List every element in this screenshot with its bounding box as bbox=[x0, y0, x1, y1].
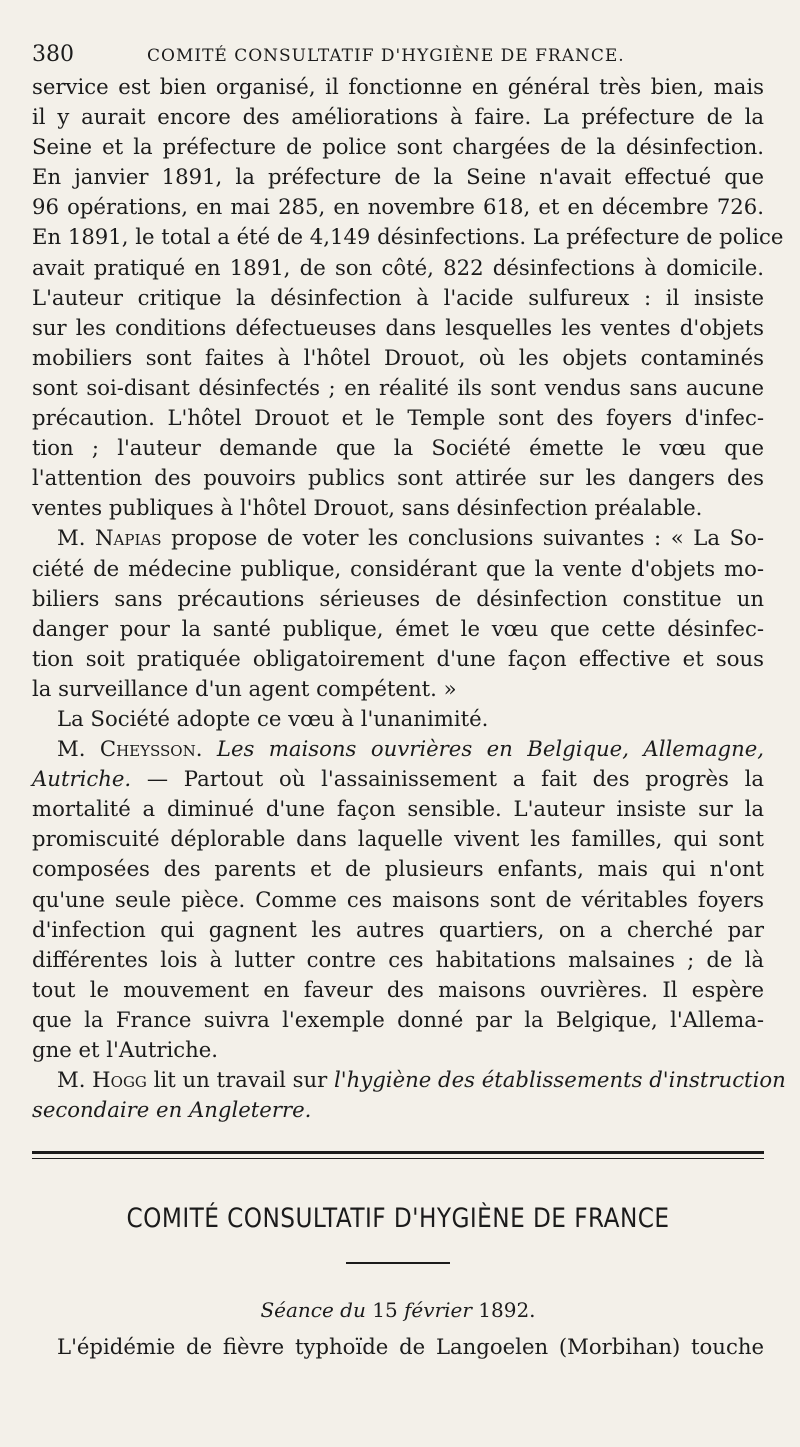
text-line: tion ; l'auteur demande que la Société émette le vœu que bbox=[32, 435, 764, 461]
running-head bbox=[32, 38, 764, 72]
page-number: 380 bbox=[32, 42, 74, 67]
text-line: composées des parents et de plusieurs enfants, mais qui n'ont bbox=[32, 856, 764, 882]
text-line: différentes lois à lutter contre ces habitations malsaines ; de là bbox=[32, 946, 764, 972]
text-line: En 1891, le total a été de 4,149 désinfections. La préfecture de police bbox=[32, 224, 784, 250]
paragraph-napias bbox=[32, 523, 764, 704]
paragraph-adoption bbox=[32, 704, 764, 734]
text-line: mortalité a diminué d'une façon sensible. L'auteur insiste sur la bbox=[32, 796, 764, 822]
speaker-name: M. Napias bbox=[57, 525, 162, 551]
text-line: La Société adopte ce vœu à l'unanimité. bbox=[57, 705, 489, 731]
text-line: L'auteur critique la désinfection à l'acide sulfureux : il insiste bbox=[32, 284, 764, 310]
text-line bbox=[32, 523, 764, 553]
session-date bbox=[32, 1298, 764, 1322]
session-day: 15 bbox=[372, 1298, 398, 1323]
text-line: qu'une seule pièce. Comme ces maisons sont de véritables foyers bbox=[32, 886, 764, 912]
text-line: il y aurait encore des améliorations à faire. La préfecture de la bbox=[32, 104, 764, 130]
body-text bbox=[32, 72, 786, 1125]
paragraph-disinfection-report bbox=[32, 72, 784, 523]
text-line bbox=[32, 734, 764, 764]
text-line: Seine et la préfecture de police sont chargées de la désinfection. bbox=[32, 134, 764, 160]
divider-thin-rule bbox=[32, 1158, 764, 1159]
text-line: En janvier 1891, la préfecture de la Seine n'avait effectué que bbox=[32, 164, 764, 190]
text-line: sont soi-disant désinfectés ; en réalité ils sont vendus sans aucune bbox=[32, 374, 764, 400]
text-line: ventes publiques à l'hôtel Drouot, sans désinfection préalable. bbox=[32, 495, 703, 521]
work-title: Autriche. bbox=[32, 766, 132, 792]
page bbox=[32, 38, 786, 1438]
text-line bbox=[32, 764, 764, 794]
text-line: l'attention des pouvoirs publics sont attirée sur les dangers des bbox=[32, 465, 764, 491]
divider-thick-rule bbox=[32, 1151, 764, 1154]
work-title: Les maisons ouvrières en Belgique, Allemagne, bbox=[202, 736, 764, 762]
text-line: d'infection qui gagnent les autres quartiers, on a cherché par bbox=[32, 916, 764, 942]
text-line: L'épidémie de fièvre typhoïde de Langoelen (Morbihan) touche bbox=[57, 1334, 764, 1360]
text-line: tion soit pratiquée obligatoirement d'une façon effective et sous bbox=[32, 645, 764, 671]
text-line: ciété de médecine publique, considérant que la vente d'objets mo- bbox=[32, 555, 764, 581]
text-fragment: — Partout où l'assainissement a fait des progrès la bbox=[131, 766, 764, 792]
text-line bbox=[32, 1065, 786, 1095]
text-line bbox=[32, 1095, 764, 1125]
work-title: l'hygiène des établissements d'instruction bbox=[334, 1067, 786, 1093]
text-line: 96 opérations, en mai 285, en novembre 618, et en décembre 726. bbox=[32, 194, 764, 220]
running-title: COMITÉ CONSULTATIF D'HYGIÈNE DE FRANCE. bbox=[147, 46, 625, 66]
text-line: tout le mouvement en faveur des maisons ouvrières. Il espère bbox=[32, 976, 764, 1002]
text-fragment: lit un travail sur bbox=[146, 1067, 335, 1093]
speaker-name: M. Cheysson. bbox=[57, 736, 203, 762]
section-divider bbox=[32, 1151, 764, 1159]
work-title: secondaire en Angleterre. bbox=[32, 1097, 312, 1123]
title-underline-rule bbox=[346, 1262, 450, 1264]
text-line: service est bien organisé, il fonctionne en général très bien, mais bbox=[32, 74, 764, 99]
text-line: précaution. L'hôtel Drouot et le Temple sont des foyers d'infec- bbox=[32, 405, 764, 431]
text-line: la surveillance d'un agent compétent. » bbox=[32, 675, 457, 701]
text-line: que la France suivra l'exemple donné par la Belgique, l'Allema- bbox=[32, 1006, 764, 1032]
text-line: biliers sans précautions sérieuses de désinfection constitue un bbox=[32, 585, 764, 611]
text-line: avait pratiqué en 1891, de son côté, 822 désinfections à domicile. bbox=[32, 254, 764, 280]
section-first-line bbox=[32, 1332, 764, 1362]
session-year: 1892. bbox=[478, 1298, 536, 1323]
text-line: sur les conditions défectueuses dans lesquelles les ventes d'objets bbox=[32, 314, 764, 340]
text-line: danger pour la santé publique, émet le vœu que cette désinfec- bbox=[32, 615, 764, 641]
section-title: COMITÉ CONSULTATIF D'HYGIÈNE DE FRANCE bbox=[126, 1203, 670, 1235]
speaker-name: M. Hogg bbox=[57, 1067, 147, 1093]
text-line: gne et l'Autriche. bbox=[32, 1037, 219, 1062]
session-label: Séance du bbox=[260, 1298, 373, 1323]
text-fragment: propose de voter les conclusions suivantes : « La So- bbox=[161, 525, 765, 551]
paragraph-cheysson bbox=[32, 734, 764, 1065]
text-line: promiscuité déplorable dans laquelle vivent les familles, qui sont bbox=[32, 826, 764, 852]
paragraph-hogg bbox=[32, 1065, 786, 1125]
text-line: mobiliers sont faites à l'hôtel Drouot, où les objets contaminés bbox=[32, 344, 764, 370]
session-month: février bbox=[397, 1298, 479, 1323]
